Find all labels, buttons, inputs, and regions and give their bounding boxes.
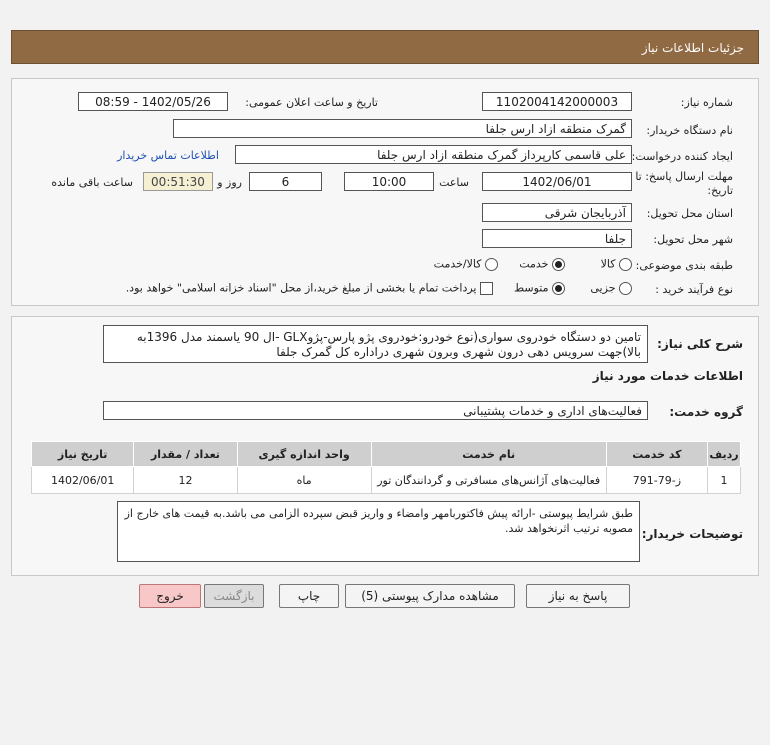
col-service-name: نام خدمت xyxy=(371,442,606,467)
buyer-org-field: گمرک منطقه ازاد ارس جلفا xyxy=(173,119,632,138)
treasury-payment-text: پرداخت تمام یا بخشی از مبلغ خرید،از محل "اسناد خزانه اسلامی" خواهد بود. xyxy=(125,281,477,295)
need-number-label: شماره نیاز: xyxy=(680,96,733,109)
deadline-date-label: تاریخ: xyxy=(707,184,733,197)
category-label: طبقه بندی موضوعی: xyxy=(635,259,733,272)
col-service-code: کد خدمت xyxy=(606,442,707,467)
cell-unit: ماه xyxy=(237,467,371,494)
category-goods-service-label: کالا/خدمت xyxy=(433,257,482,271)
back-button[interactable]: بازگشت xyxy=(204,584,264,608)
purchase-type-label: نوع فرآیند خرید : xyxy=(655,283,733,296)
services-panel xyxy=(11,316,759,576)
col-unit: واحد اندازه گیری xyxy=(237,442,371,467)
purchase-option-minor[interactable] xyxy=(590,281,632,295)
col-row: ردیف xyxy=(708,442,741,467)
purchase-minor-radio[interactable] xyxy=(619,282,632,295)
cell-quantity: 12 xyxy=(134,467,237,494)
purchase-medium-radio[interactable] xyxy=(552,282,565,295)
remaining-label: ساعت باقی مانده xyxy=(51,176,133,189)
cell-row: 1 xyxy=(708,467,741,494)
page-title: جزئیات اطلاعات نیاز xyxy=(641,41,744,55)
days-field: 6 xyxy=(249,172,322,191)
col-need-date: تاریخ نیاز xyxy=(32,442,134,467)
announce-datetime-field: 1402/05/26 - 08:59 xyxy=(78,92,228,111)
details-panel xyxy=(11,78,759,306)
summary-label: شرح کلی نیاز: xyxy=(657,337,743,351)
province-label: استان محل تحویل: xyxy=(646,207,733,220)
category-goods-radio[interactable] xyxy=(619,258,632,271)
remaining-time-field: 00:51:30 xyxy=(143,172,213,191)
city-label: شهر محل تحویل: xyxy=(653,233,733,246)
treasury-payment-option[interactable] xyxy=(126,281,493,295)
category-service-label: خدمت xyxy=(519,257,549,271)
buyer-contact-link[interactable]: اطلاعات تماس خریدار xyxy=(117,149,219,162)
category-option-service[interactable] xyxy=(519,257,565,271)
deadline-time-field: 10:00 xyxy=(344,172,434,191)
service-group-field: فعالیت‌های اداری و خدمات پشتیبانی xyxy=(103,401,648,420)
city-field: جلفا xyxy=(482,229,632,248)
requester-field: علی قاسمی کارپرداز گمرک منطقه ازاد ارس جلفا xyxy=(235,145,632,164)
cell-service-name: فعالیت‌های آژانس‌های مسافرتی و گردانندگان تور xyxy=(371,467,606,494)
services-section-title: اطلاعات خدمات مورد نیاز xyxy=(592,369,743,383)
table-header-row xyxy=(32,442,741,467)
cell-service-code: ز-79-791 xyxy=(606,467,707,494)
print-button[interactable]: چاپ xyxy=(279,584,339,608)
purchase-minor-label: جزیی xyxy=(590,281,616,295)
deadline-label: مهلت ارسال پاسخ: تا xyxy=(635,170,733,183)
requester-label: ایجاد کننده درخواست: xyxy=(631,150,733,163)
need-number-field: 1102004142000003 xyxy=(482,92,632,111)
category-option-goods[interactable] xyxy=(601,257,632,271)
exit-button[interactable]: خروج xyxy=(139,584,201,608)
cell-need-date: 1402/06/01 xyxy=(32,467,134,494)
services-table xyxy=(31,441,741,494)
purchase-medium-label: متوسط xyxy=(513,281,549,295)
category-goods-service-radio[interactable] xyxy=(485,258,498,271)
province-field: آذربایجان شرقی xyxy=(482,203,632,222)
category-option-goods-service[interactable] xyxy=(434,257,498,271)
summary-text: تامین دو دستگاه خودروی سواری(نوع خودرو:خودروی پژو پارس-پژوGLX -ال 90 یاسمند مدل 1396به بالا)جهت سرویس دهی درون شهری وبرون شهری دراداره کل گمرک جلفا xyxy=(103,325,648,363)
announce-label: تاریخ و ساعت اعلان عمومی: xyxy=(245,96,378,109)
category-goods-label: کالا xyxy=(600,257,616,271)
category-service-radio[interactable] xyxy=(552,258,565,271)
purchase-option-medium[interactable] xyxy=(514,281,565,295)
treasury-payment-checkbox[interactable] xyxy=(480,282,493,295)
col-quantity: تعداد / مقدار xyxy=(134,442,237,467)
view-attachments-button[interactable]: مشاهده مدارک پیوستی (5) xyxy=(345,584,515,608)
page-header xyxy=(11,30,759,64)
table-row xyxy=(32,467,741,494)
deadline-time-label: ساعت xyxy=(439,176,469,189)
service-group-label: گروه خدمت: xyxy=(669,405,743,419)
buyer-notes-text: طبق شرایط پیوستی -ارائه پیش فاکتوربامهر وامضاء و واریز قبض سپرده الزامی می باشد.به قیمت های خارج از مصوبه ترتیب اثرنخواهد شد. xyxy=(117,501,640,562)
buyer-notes-label: توضیحات خریدار: xyxy=(641,527,743,541)
days-label: روز و xyxy=(217,176,242,189)
reply-button[interactable]: پاسخ به نیاز xyxy=(526,584,630,608)
deadline-date-field: 1402/06/01 xyxy=(482,172,632,191)
buyer-org-label: نام دستگاه خریدار: xyxy=(646,124,733,137)
